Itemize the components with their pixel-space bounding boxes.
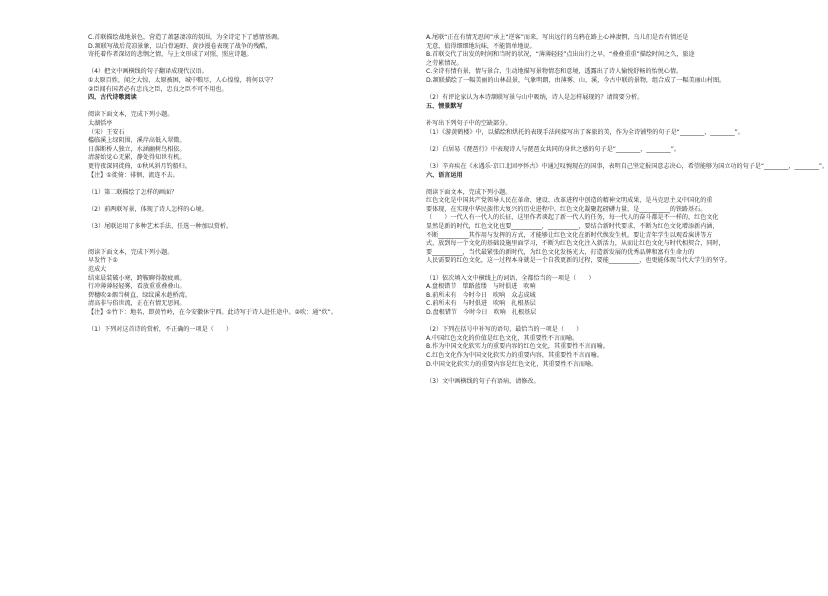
right-text-line (426, 318, 738, 327)
left-text-line: （3）尾联运用了多种艺术手法，任选一种加以赏析。 (88, 223, 233, 231)
right-text-line: 五、情景默写 (426, 102, 463, 110)
right-text-line: （3）辛弃疾在《永遇乐·京口北固亭怀古》中通过叹惋现在的国事，表明自己坚定报国意志决心，希望能够为国立功的句子是“________，________”。 (426, 162, 828, 170)
left-text-line (88, 197, 393, 206)
left-text-line (88, 180, 393, 189)
right-text-line: 六、语言运用 (426, 171, 463, 179)
left-text-line: （1）下列对这首诗的赏析，不正确的一项是（ ） (88, 326, 233, 334)
left-text-line: （2）前两联写景，体现了诗人怎样的心境。 (88, 205, 208, 213)
right-text-line (426, 180, 738, 189)
left-text-line: 结束晨装破小寒，跨鞍聊得散疲顽。 (88, 274, 186, 282)
right-text-line (426, 86, 738, 95)
left-text-line: 寄托着作者深切的悲悯之情，与上文形成了对照，照应诗题。 (88, 51, 253, 59)
right-text-line: 补写出下列句子中的空缺部分。 (426, 119, 512, 127)
left-text-line (88, 232, 393, 241)
right-text-line: C.红色文化作为中国文化软实力的重要内容，其重要性不言而喻。 (426, 351, 603, 359)
left-text-line: 阅读下面文本，完成下列小题。 (88, 248, 174, 256)
left-text-line: 日落断桥人独立，水涵幽树鸟相依。 (88, 145, 186, 153)
left-text-line: C.首联描绘战地景色，营造了萧瑟凄凉的氛围，为全诗定下了感情基调。 (88, 34, 284, 41)
right-text-line: 之劳累情况。 (426, 59, 463, 67)
left-text-line: 【注】①徙倚：徘徊，流连不去。 (88, 171, 179, 179)
right-text-line: 式，放到每一个文化的基础设施里面学习，不断为红色文化注入新活力，从而让红色文化与时代相契合，同时， (426, 240, 725, 248)
right-text-line: 要体现，在实现中华民族伟大复兴的历史进程中，红色文化凝聚起磅礴力量，是__________的铁路基石。 (426, 205, 707, 213)
left-text-line: 早发竹下① (88, 257, 118, 265)
right-text-line: （2）下列在括号中补写的语句，最恰当的一项是（ ） (426, 326, 583, 334)
left-text-line (88, 318, 393, 327)
right-text-line: （1）《游黄鹤楼》中，以描绘和烘托的表现手法间接写出了客旅的美，作为全诗铺垫的句子是“________，________”。 (426, 128, 744, 136)
left-text-line: 清高非与俗世流，正在有情无思间。 (88, 300, 186, 308)
right-column (426, 0, 828, 596)
right-text-line (426, 266, 738, 275)
left-text-line: （4）把文中画横线的句子翻译成现代汉语。 (88, 68, 208, 76)
right-text-line: D.中国文化软实力的重要内容是红色文化，其重要性不言而喻。 (426, 360, 598, 368)
right-text-line: 不断__________其作用与发挥的方式，才能够让红色文化在新时代焕发生机。要让青年学生以观看演讲等方 (426, 231, 713, 239)
left-text-line: 四、古代诗歌阅读 (88, 94, 137, 102)
right-text-line: B.前所未有 今时今日 吹响 众志成城 (426, 291, 536, 299)
right-text-line: 红色文化是中国共产党领导人民在革命、建设、改革进程中创造的精神文明成果，是马克思主义中国化的重 (426, 197, 713, 205)
right-text-line: A.中国红色文化的价值是红色文化，其重要性不言而喻。 (426, 334, 579, 342)
right-text-line (426, 369, 738, 378)
left-text-line: 太湖恬亭 (88, 119, 113, 127)
left-text-line: （宋）王安石 (88, 128, 125, 136)
right-text-line: （2）有评论家认为本诗颔联写景与山中吸纳，诗人是怎样展现的？请简要分析。 (426, 94, 644, 102)
right-text-line: B.作为中国文化软实力的重要内容的红色文化，其重要性不言而喻。 (426, 343, 609, 351)
right-text-line: D.颔联描绘了一幅美丽的山林晨景，气象明朗，由薄雾、山、溪，今古中联的景物，组合成了一幅美丽山村图。 (426, 76, 726, 84)
right-text-line: （ ）一代人有一代人的长征，这里作者谈起了新一代人的任务，每一代人的奋斗都是不一样的，红色文化 (426, 214, 719, 222)
right-text-line: 阅读下面文本，完成下列小题。 (426, 188, 512, 196)
left-text-line: 更待夜深同徙倚，①秋风斜月钓船归。 (88, 162, 191, 170)
left-text-line: 清游始觉心无累，静处得知世有机。 (88, 154, 186, 162)
left-text-line: 行冲薄薄轻轻雾，看放重重叠叠山。 (88, 283, 186, 291)
left-text-line: 范成大 (88, 266, 107, 274)
right-text-line: A.尾联“正在有情无思间”承上“逆客”而来，写出远行的乌鸦在路上心神凄惘，乌儿们是否有情还是 (426, 34, 689, 41)
left-column (88, 0, 393, 596)
right-text-line: （3）文中画横线的句子有语病，请修改。 (426, 377, 540, 385)
right-text-line: （1）依次填入文中横线上的词语，全都恰当的一项是（ ） (426, 274, 595, 282)
right-text-line: A.盘根错节 筚路蓝缕 与时俱进 吹响 (426, 283, 536, 291)
right-text-line: 人民需要的红色文化，这一过程本身就是一个自我更新的过程，要能__________，也更能体现当代大学生的坚守。 (426, 257, 731, 265)
left-text-line: ①太原百姓，闻之大惊，太原被困，城中粮尽，人心惶惶，将何以守？ (88, 76, 277, 84)
left-text-line: 碧穗吹②烟当树直，绿纹溪水趁桥湾。 (88, 291, 191, 299)
right-text-line (426, 154, 738, 163)
right-text-line: B.首联交代了出发的时间和当时的状况，“薄薄轻轻”点出出行之早，“叠叠重重”描绘时间之久，旅途 (426, 51, 695, 59)
right-text-line: （2）白居易《琵琶行》中表现诗人与琵琶女共同的身世之感的句子是“________，________”。 (426, 145, 680, 153)
right-text-line: D.盘根错节 今时今日 吹响 扎根基层 (426, 309, 537, 316)
left-text-line: 阅读下面文本，完成下列小题。 (88, 111, 174, 119)
right-text-line: C.前所未有 与时俱进 吹响 扎根基层 (426, 300, 536, 308)
right-text-line: C.全诗有情有景，情与景合，生动地描写景物情态和意境，透露出了诗人愉悦舒畅的怡悦心情。 (426, 68, 683, 76)
left-text-line: D.颔联写战后荒凉景象，以白骨遍野、黄沙漫卷表现了战争的残酷， (88, 42, 272, 50)
left-text-line: 槛临溪上绿阴围，溪岸高低入翠微。 (88, 137, 186, 145)
right-text-line: 显然是新的时代，红色文化也要__________，__________，要结合新时代要求，不断为红色文化增添新内涵， (426, 223, 719, 231)
left-text-line: （1）第二联描绘了怎样的画面？ (88, 188, 178, 196)
left-text-line: ②臣闻有国者必有忠良之臣，忠良之臣不可不用也。 (88, 85, 228, 93)
left-text-line: 【注】①竹下：地名，即黄竹岭，在今安徽休宁西。此诗写于诗人赴任途中。②吹：通“炊”。 (88, 309, 337, 316)
right-text-line: 无意，值得细细地玩味，不能简单地说。 (426, 42, 536, 50)
left-text-line (88, 214, 393, 223)
right-text-line: 要__________，当代最紧张的新时代，为红色文化发扬光大，打造新发展的优秀品牌和富有生命力的 (426, 248, 695, 256)
left-text-line (88, 240, 393, 249)
right-text-line (426, 111, 738, 120)
right-text-line (426, 137, 738, 146)
